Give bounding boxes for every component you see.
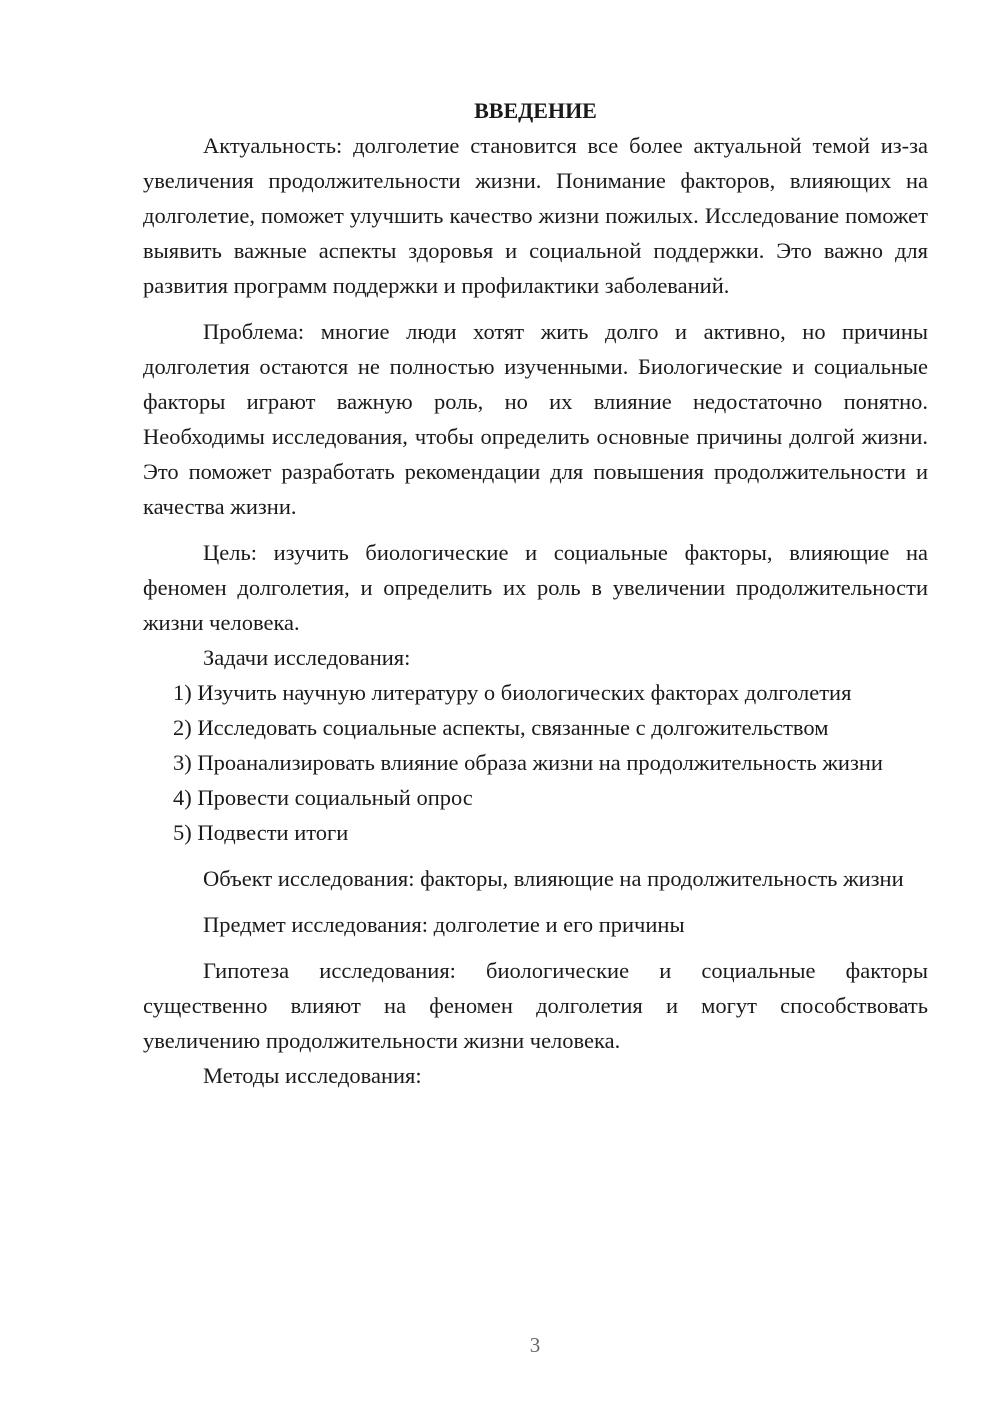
- hypothesis-paragraph: Гипотеза исследования: биологические и социальные факторы существенно влияют на феномен долголетия и могут способствовать увеличению продолжительности жизни человека.: [143, 958, 928, 1053]
- task-item: 2) Исследовать социальные аспекты, связанные с долгожительством: [173, 715, 829, 740]
- goal-paragraph: Цель: изучить биологические и социальные факторы, влияющие на феномен долголетия, и определить их роль в увеличении продолжительности жизни человека.: [143, 540, 928, 635]
- task-item: 3) Проанализировать влияние образа жизни на продолжительность жизни: [173, 750, 883, 775]
- object-paragraph: Объект исследования: факторы, влияющие на продолжительность жизни: [203, 866, 904, 891]
- tasks-heading: Задачи исследования:: [203, 645, 411, 670]
- methods-heading: Методы исследования:: [203, 1063, 422, 1088]
- task-item: 5) Подвести итоги: [173, 820, 349, 845]
- page-content: [143, 93, 928, 1093]
- page-title: ВВЕДЕНИЕ: [474, 98, 597, 123]
- task-item: 4) Провести социальный опрос: [173, 785, 473, 810]
- relevance-paragraph: Актуальность: долголетие становится все более актуальной темой из-за увеличения продолжительности жизни. Понимание факторов, влияющих на долголетие, поможет улучшить качество жизни пожилых. Исследование поможет выявить важные аспекты здоровья и социальной поддержки. Это важно для развития программ поддержки и профилактики заболеваний.: [143, 133, 928, 298]
- problem-paragraph: Проблема: многие люди хотят жить долго и активно, но причины долголетия остаются не полностью изученными. Биологические и социальные факторы играют важную роль, но их влияние недостаточно понятно. Необходимы исследования, чтобы определить основные причины долгой жизни. Это поможет разработать рекомендации для повышения продолжительности и качества жизни.: [143, 319, 928, 519]
- task-item: 1) Изучить научную литературу о биологических факторах долголетия: [173, 680, 852, 705]
- page-number: 3: [529, 1333, 541, 1357]
- subject-paragraph: Предмет исследования: долголетие и его причины: [203, 912, 685, 937]
